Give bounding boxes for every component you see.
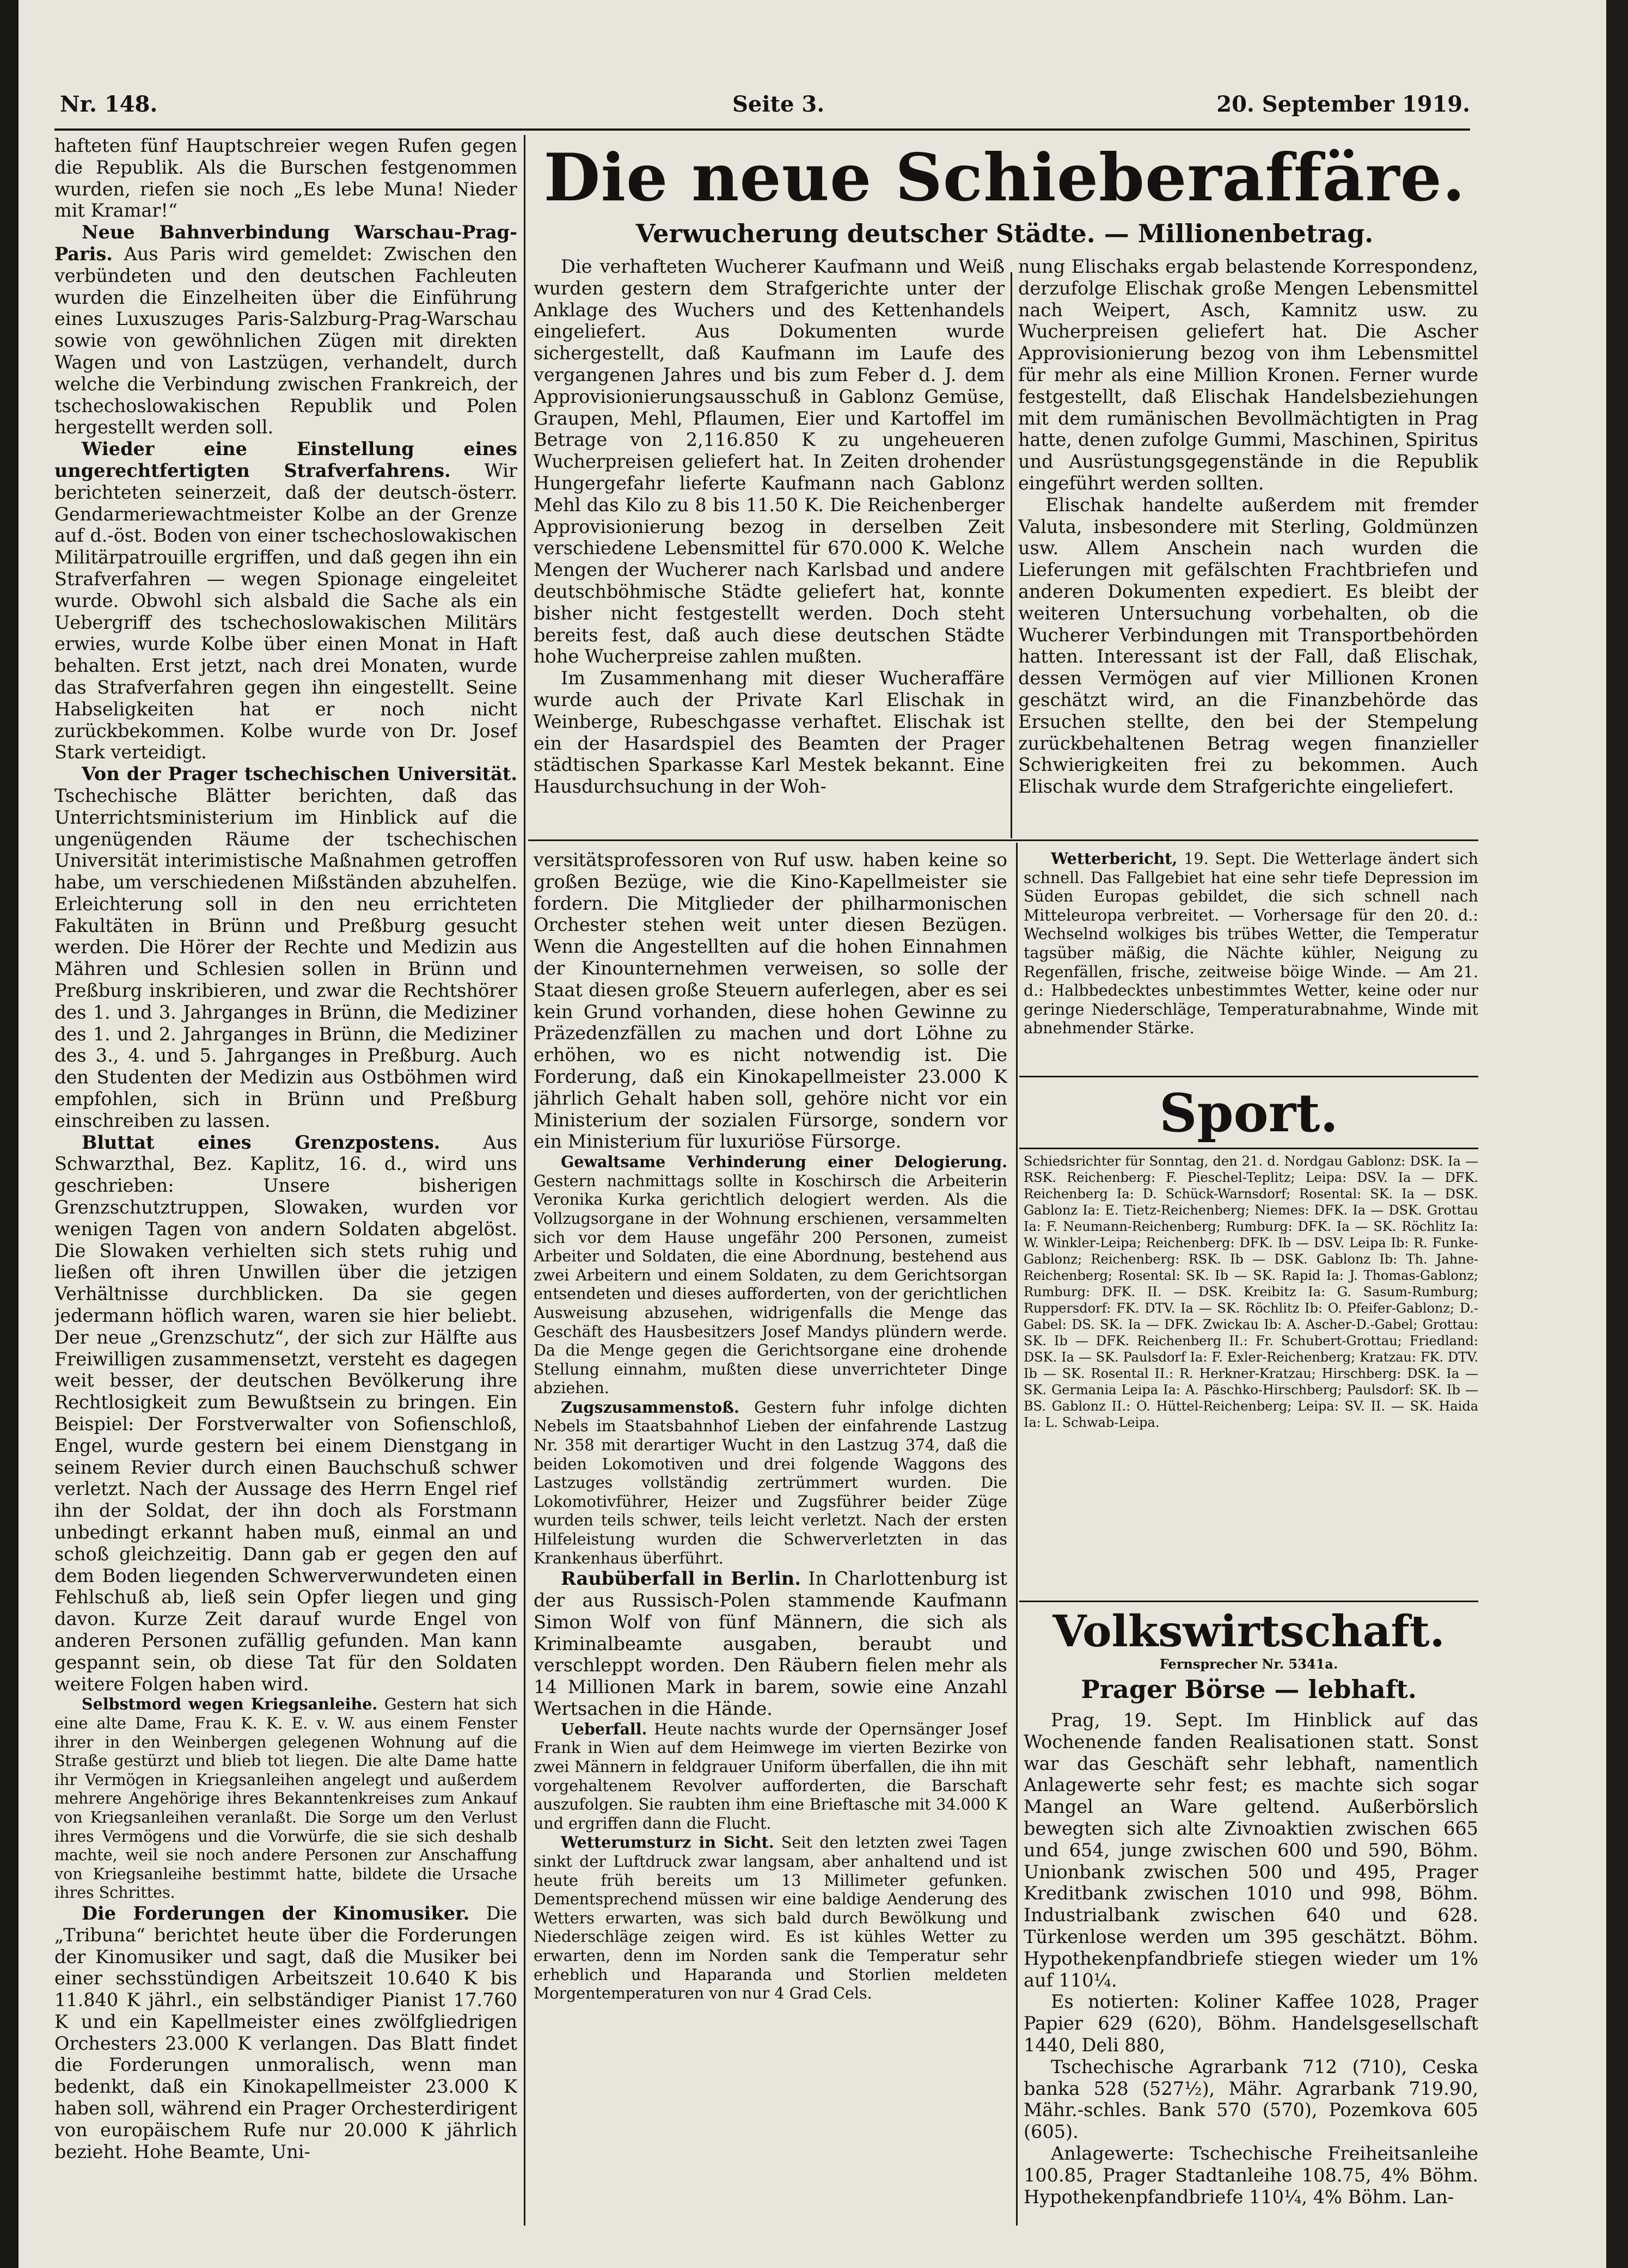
issue-number: Nr. 148. (60, 91, 158, 117)
page-header (60, 91, 1470, 124)
article-title: Gewaltsame Verhinderung einer Delogierung. (561, 1153, 1007, 1172)
issue-date: 20. September 1919. (1216, 91, 1470, 117)
article-title: Raubüberfall in Berlin. (561, 1568, 801, 1590)
section-title-economy: Volkswirtschaft. (1052, 1605, 1445, 1657)
article-title: Wieder eine Einstellung eines ungerechtfertigten Strafverfahrens. (54, 438, 517, 481)
article-text: Tschechische Agrarbank 712 (710), Ceska banka 528 (527½), Mähr. Agrarbank 719.90, Mähr.-schles. Bank 570 (570), Pozemkova 605 (605). (1024, 2056, 1478, 2143)
article-text: In Charlottenburg ist der aus Russisch-Polen stammende Kaufmann Simon Wolf von fünf Männern, die sich als Kriminalbeamte ausgaben, beraubt und verschleppt worden. Den Räubern fielen mehr als 14 Millionen Mark in barem, sowie eine Anzahl Wertsachen in die Hände. (534, 1568, 1007, 1719)
article-text: Gestern nachmittags sollte in Koschirsch die Arbeiterin Veronika Kurka gerichtlich delogiert werden. Als die Vollzugsorgane in der Wohnung erschienen, versammelten sich vor dem Hause ungefähr 200 Personen, zumeist Arbeiter und Soldaten, die eine Abordnung, bestehend aus zwei Arbeitern und einem Soldaten, zu dem Gerichtsorgan entsendeten und dieses aufforderten, von der gerichtlichen Ausweisung abzusehen, widrigenfalls die Menge das Geschäft des Hausbesitzers Josef Mandys plündern werde. Da die Menge gegen die Gerichtsorgane eine drohende Stellung einnahm, mußten diese unverrichteter Dinge abziehen. (534, 1172, 1007, 1397)
article-title: Ueberfall. (561, 1719, 647, 1738)
article-title: Von der Prager tschechischen Universität. (82, 763, 517, 785)
economy-text (1024, 1709, 1478, 2226)
article-text: nung Elischaks ergab belastende Korrespondenz, derzufolge Elischak große Mengen Lebensmittel nach Weipert, Asch, Kamnitz usw. zu Wucherpreisen geliefert hat. Die Ascher Approvisionierung bezog von ihm Lebensmittel für mehr als eine Million Kronen. Ferner wurde festgestellt, daß Elischak Handelsbeziehungen mit dem rumänischen Bevollmächtigten in Prag hatte, denen zufolge Gummi, Maschinen, Spiritus und Ausrüstungsgegenstände in die Republik eingeführt werden sollten. (1018, 256, 1478, 494)
column-2 (534, 849, 1007, 2226)
economy-phone: Fernsprecher Nr. 5341a. (1159, 1656, 1338, 1672)
article-text: versitätsprofessoren von Ruf usw. haben keine so großen Bezüge, wie die Kino-Kapellmeister sie fordern. Die Mitglieder der philharmonischen Orchester stehen weit unter diesen Bezügen. Wenn die Angestellten auf die hohen Einnahmen der Kinounternehmen verweisen, so solle der Staat diesen große Steuern auferlegen, aber es sei kein Grund vorhanden, diese hohen Gewinne zu Präzedenzfällen zu machen und dort Löhne zu erhöhen, wo es nicht notwendig ist. Die Forderung, daß ein Kinokapellmeister 23.000 K jährlich Gehalt haben soll, gehöre nicht vor ein Ministerium der sozialen Fürsorge, sondern vor ein Ministerium für luxuriöse Fürsorge. (534, 849, 1007, 1153)
article-text: Die „Tribuna“ berichtet heute über die Forderungen der Kinomusiker und sagt, daß die Musiker bei einer sechsstündigen Arbeitszeit 10.640 K bis 11.840 K jährl., ein selbständiger Pianist 17.760 K und ein Kapellmeister eines zwölfgliedrigen Orchesters 23.000 K verlangen. Das Blatt findet die Forderungen unmoralisch, wenn man bedenkt, daß ein Kinokapellmeister 23.000 K haben soll, während ein Prager Orchesterdirigent von europäischem Rufe nur 20.000 K jährlich bezieht. Hohe Beamte, Uni- (54, 1902, 517, 2162)
scan-edge-left (0, 0, 19, 2268)
article-title: Neue Bahnverbindung Warschau-Prag-Paris. (54, 222, 517, 265)
lead-column-rule (1011, 272, 1012, 838)
article-title: Wetterumsturz in Sicht. (561, 1833, 774, 1852)
column-rule-1 (524, 135, 525, 2226)
article-text: 19. Sept. Die Wetterlage ändert sich schnell. Das Fallgebiet hat eine sehr tiefe Depression im Süden Europas gebildet, die sich schnell nach Mitteleuropa verbreitet. — Vorhersage für den 20. d.: Wechselnd wolkiges bis trübes Wetter, die Temperatur tagsüber mäßig, die Nächte kühler, Neigung zu Regenfällen, frische, zeitweise böige Winde. — Am 21. d.: Halbbedecktes unbestimmtes Wetter, keine oder nur geringe Niederschläge, Temperaturabnahme, Winde mit abnehmender Stärke. (1024, 850, 1478, 1038)
article-title: Die Forderungen der Kinomusiker. (82, 1902, 470, 1924)
column-rule-2 (1016, 843, 1018, 2226)
article-text: Gestern hat sich eine alte Dame, Frau K. K. E. v. W. aus einem Fenster ihrer in den Weinbergen gelegenen Wohnung auf die Straße gestürzt und blieb tot liegen. Die alte Dame hatte ihr Vermögen in Kriegsanleihen angelegt und außerdem mehrere Angehörige ihres Bekanntenkreises zum Ankauf von Kriegsanleihen veranlaßt. Die Sorge um den Verlust ihres Vermögens und die Vorwürfe, die sie sich deshalb machte, weil sie noch andere Personen zur Anschaffung von Kriegsanleihe bestimmt hatte, bildete die Ursache ihres Schrittes. (54, 1695, 517, 1902)
article-text: Im Zusammenhang mit dieser Wucheraffäre wurde auch der Private Karl Elischak in Weinberge, Rubeschgasse verhaftet. Elischak ist ein der Hasardspiel des Beamten der Prager städtischen Sparkasse Karl Mestek bekannt. Eine Hausdurchsuchung in der Woh- (534, 667, 1005, 798)
article-title: Zugszusammenstoß. (561, 1397, 739, 1417)
economy-subhead: Prager Börse — lebhaft. (1081, 1675, 1417, 1704)
scan-edge-right (1606, 0, 1628, 2268)
section-rule (1019, 1076, 1478, 1077)
article-text: Aus Paris wird gemeldet: Zwischen den verbündeten und den deutschen Fachleuten wurden die Einzelheiten über die Einführung eines Luxuszuges Paris-Salzburg-Prag-Warschau sowie von gewöhnlichen Zügen mit direkten Wagen und von Lastzügen, verhandelt, durch welche die Verbindung zwischen Frankreich, der tschechoslowakischen Republik und Polen hergestellt werden soll. (54, 243, 517, 438)
article-title: Selbstmord wegen Kriegsanleihe. (82, 1695, 378, 1714)
header-rule (54, 128, 1470, 131)
article-text: Tschechische Blätter berichten, daß das Unterrichtsministerium im Hinblick auf die ungenügenden Räume der tschechischen Universität interimistische Maßnahmen getroffen habe, um verschiedenen Mißständen abzuhelfen. Erleichterung soll in den neu errichteten Fakultäten in Brünn und Preßburg gesucht werden. Die Hörer der Rechte und Medizin aus Mähren und Schlesien sollen in Brünn und Preßburg inskribieren, und zwar die Rechtshörer des 1. und 3. Jahrganges in Brünn, die Mediziner des 1. und 2. Jahrganges in Brünn, die Mediziner des 3., 4. und 5. Jahrganges in Preßburg. Auch den Studenten der Medizin aus Ostböhmen wird empfohlen, sich in Brünn und Preßburg einschreiben zu lassen. (54, 784, 517, 1131)
article-text: Wir berichteten seinerzeit, daß der deutsch-österr. Gendarmeriewachtmeister Kolbe an der Grenze auf d.-öst. Boden von einer tschechoslowakischen Militärpatrouille ergriffen, und daß gegen ihn ein Strafverfahren — wegen Spionage eingeleitet wurde. Obwohl sich alsbald die Sache als ein Uebergriff des tschechoslowakischen Militärs erwies, wurde Kolbe über einen Monat in Haft behalten. Erst jetzt, nach drei Monaten, wurde das Strafverfahren gegen ihn eingestellt. Seine Habseligkeiten hat er noch nicht zurückbekommen. Kolbe wurde von Dr. Josef Stark verteidigt. (54, 459, 517, 763)
article-text: hafteten fünf Hauptschreier wegen Rufen gegen die Republik. Als die Burschen festgenommen wurden, riefen sie noch „Es lebe Muna! Nieder mit Kramar!“ (54, 135, 517, 222)
weather-report (1024, 849, 1478, 1067)
sport-referees (1024, 1153, 1478, 1594)
lead-bottom-rule (528, 839, 1478, 841)
article-text: Prag, 19. Sept. Im Hinblick auf das Wochenende fanden Realisationen statt. Sonst war das Geschäft sehr lebhaft, namentlich Anlagewerte sehr fest; es machte sich sogar Mangel an Ware geltend. Außerbörslich bewegten sich alte Zivnoaktien zwischen 665 und 654, junge zwischen 600 und 590, Böhm. Unionbank zwischen 500 und 495, Prager Kreditbank zwischen 1010 und 998, Böhm. Industrialbank zwischen 640 und 628. Türkenlose werden um 395 geschätzt. Böhm. Hypothekenpfandbriefe stiegen wieder um 1% auf 110¼. (1024, 1709, 1478, 1991)
lead-column-a (534, 256, 1005, 833)
page-number: Seite 3. (732, 91, 825, 117)
article-text: Anlagewerte: Tschechische Freiheitsanleihe 100.85, Prager Stadtanleihe 108.75, 4% Böhm. Hypothekenpfandbriefe 110¼, 4% Böhm. Lan- (1024, 2142, 1478, 2208)
article-text: Aus Schwarzthal, Bez. Kaplitz, 16. d., wird uns geschrieben: Unsere bisherigen Grenzschutztruppen, Slowaken, wurden vor wenigen Tagen von andern Soldaten abgelöst. Die Slowaken verhielten sich stets ruhig und ließen oft ihren Unwillen über die jetzigen Verhältnisse durchblicken. Da sie gegen jedermann höflich waren, waren sie hier beliebt. Der neue „Grenzschutz“, der sich zur Hälfte aus Freiwilligen zusammensetzt, versteht es dagegen weit besser, der deutschen Bevölkerung ihre Rechtlosigkeit zum Bewußtsein zu bringen. Ein Beispiel: Der Forstverwalter von Sofienschloß, Engel, wurde gestern bei einem Dienstgang in seinem Revier durch einen Bauchschuß schwer verletzt. Nach der Aussage des Herrn Engel rief ihn der Soldat, der ihn doch als Forstmann unbedingt erkannt haben muß, einmal an und schoß gleichzeitig. Dann gab er gegen den auf dem Boden liegenden Schwerverwundeten einen Fehlschuß ab, ließ sein Opfer liegen und ging davon. Kurze Zeit darauf wurde Engel von anderen Personen zufällig gefunden. Man kann gespannt sein, ob diese Tat für den Soldaten weitere Folgen haben wird. (54, 1131, 517, 1695)
section-rule (1019, 1148, 1478, 1149)
article-title: Wetterbericht, (1051, 849, 1178, 868)
article-text: Es notierten: Koliner Kaffee 1028, Prager Papier 629 (620), Böhm. Handelsgesellschaft 1440, Deli 880, (1024, 1991, 1478, 2056)
article-text: Die verhafteten Wucherer Kaufmann und Weiß wurden gestern dem Strafgerichte unter der Anklage des Wuchers und des Kettenhandels eingeliefert. Aus Dokumenten wurde sichergestellt, daß Kaufmann im Laufe des vergangenen Jahres und bis zum Feber d. J. dem Approvisionierungsausschuß in Gablonz Gemüse, Graupen, Mehl, Pflaumen, Eier und Kartoffel im Betrage von 2,116.850 K zu ungeheueren Wucherpreisen geliefert hat. In Zeiten drohender Hungergefahr lieferte Kaufmann nach Gablonz Mehl das Kilo zu 8 bis 11.50 K. Die Reichenberger Approvisionierung bezog in derselben Zeit verschiedene Lebensmittel für 670.000 K. Welche Mengen der Wucherer nach Karlsbad und andere deutschböhmische Städte geliefert hat, konnte bisher nicht festgestellt werden. Doch steht bereits fest, daß auch diese deutschen Städte hohe Wucherpreise zahlen mußten. (534, 256, 1005, 667)
lead-headline: Die neue Schieberaffäre. (543, 139, 1466, 216)
lead-column-b (1018, 256, 1478, 833)
article-text: Heute nachts wurde der Opernsänger Josef Frank in Wien auf dem Heimwege im vierten Bezirke von zwei Männern in feldgrauer Uniform überfallen, die ihn mit vorgehaltenem Revolver aufforderten, die Barschaft auszufolgen. Sie raubten ihm eine Brieftasche mit 34.000 K und ergriffen dann die Flucht. (534, 1720, 1007, 1832)
lead-subhead: Verwucherung deutscher Städte. — Millionenbetrag. (635, 219, 1374, 248)
column-1 (54, 135, 517, 2226)
section-title-sport: Sport. (1159, 1082, 1338, 1144)
section-rule (1019, 1601, 1478, 1602)
article-text: Schiedsrichter für Sonntag, den 21. d. Nordgau Gablonz: DSK. Ia — RSK. Reichenberg: F. Pieschel-Teplitz; Leipa: DSV. Ia — DFK. Reichenberg Ia: D. Schück-Warnsdorf; Rosental: SK. Ia — DSK. Gablonz Ia: E. Tietz-Reichenberg; Niemes: DFK. Ia — DSK. Grottau Ia: F. Neumann-Reichenberg; Rumburg: DFK. Ia — SK. Röchlitz Ia: W. Winkler-Leipa; Reichenberg: DFK. Ib — DSV. Leipa Ib: R. Funke-Gablonz; Reichenberg: RSK. Ib — DSK. Gablonz Ib: Th. Jahne-Reichenberg; Rosental: SK. Ib — SK. Rapid Ia: J. Thomas-Gablonz; Rumburg: DFK. II. — DSK. Kreibitz Ia: G. Sasum-Rumburg; Ruppersdorf: FK. DTV. Ia — SK. Röchlitz Ib: O. Pfeifer-Gablonz; D.-Gabel: DS. SK. Ia — DFK. Zwickau Ib: A. Ascher-D.-Gabel; Grottau: SK. Ib — DFK. Reichenberg II.: Fr. Schubert-Grottau; Friedland: DSK. Ia — SK. Paulsdorf Ia: F. Exler-Reichenberg; Kratzau: FK. DTV. Ib — SK. Rosental II.: R. Herkner-Kratzau; Hirschberg: DSK. Ia — SK. Germania Leipa Ia: A. Päschko-Hirschberg; Paulsdorf: SK. Ib — BS. Gablonz II.: O. Hüttel-Reichenberg; Leipa: SV. II. — SK. Haida Ia: L. Schwab-Leipa. (1024, 1154, 1478, 1430)
article-title: Bluttat eines Grenzpostens. (82, 1131, 440, 1153)
article-text: Gestern fuhr infolge dichten Nebels im Staatsbahnhof Lieben der einfahrende Lastzug Nr. 358 mit derartiger Wucht in den Lastzug 374, daß die beiden Lokomotiven und drei folgende Waggons des Lastzuges vollständig zertrümmert wurden. Die Lokomotivführer, Heizer und Zugsführer beider Züge wurden teils schwer, teils leicht verletzt. Nach der ersten Hilfeleistung wurden die Schwerverletzten in das Krankenhaus überführt. (534, 1398, 1007, 1567)
article-text: Seit den letzten zwei Tagen sinkt der Luftdruck zwar langsam, aber anhaltend und ist heute früh bereits um 13 Millimeter gefunken. Dementsprechend müssen wir eine baldige Aenderung des Wetters erwarten, was sich bald durch Bewölkung und Niederschläge zeigen wird. Es ist kühles Wetter zu erwarten, denn im Norden sank die Temperatur sehr erheblich und Haparanda und Storlien meldeten Morgentemperaturen von nur 4 Grad Cels. (534, 1834, 1007, 2003)
article-text: Elischak handelte außerdem mit fremder Valuta, insbesondere mit Sterling, Goldmünzen usw. Allem Anschein nach wurden die Lieferungen mit gefälschten Frachtbriefen und anderen Dokumenten expediert. Es bleibt der weiteren Untersuchung vorbehalten, ob die Wucherer Verbindungen mit Transportbehörden hatten. Interessant ist der Fall, daß Elischak, dessen Vermögen auf vier Millionen Kronen geschätzt wird, an die Finanzbehörde das Ersuchen stellte, den bei der Stempelung zurückbehaltenen Betrag wegen finanzieller Schwierigkeiten frei zu bekommen. Auch Elischak wurde dem Strafgerichte eingeliefert. (1018, 494, 1478, 798)
